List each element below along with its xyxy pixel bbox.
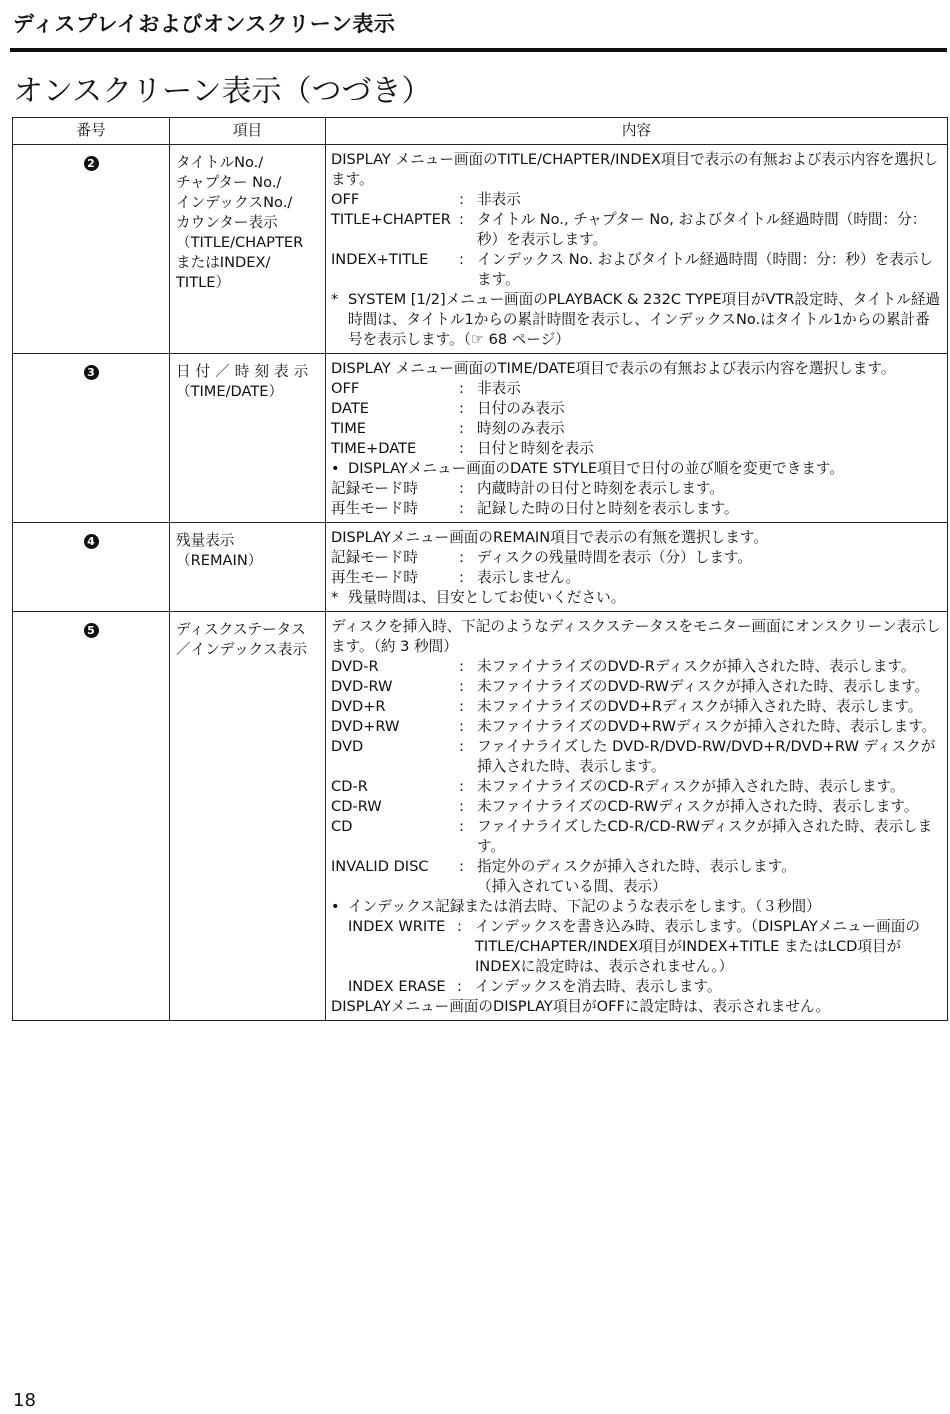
option-separator: : — [459, 798, 464, 815]
column-header-number: 番号 — [13, 118, 170, 145]
option-separator: : — [459, 420, 464, 437]
index-entry — [331, 917, 943, 977]
option-value: 日付と時刻を表示 — [477, 440, 594, 457]
disc-status-value: 未ファイナライズのCD-RWディスクが挿入された時、表示します。 — [477, 798, 919, 815]
option-entry — [331, 399, 943, 419]
table-row — [13, 612, 948, 1021]
note — [331, 290, 943, 350]
item-line: ディスクステータス — [176, 621, 306, 638]
option-entry — [331, 190, 943, 210]
option-value: インデックス No. およびタイトル経過時間（時間：分：秒）を表示します。 — [477, 251, 933, 288]
row-number-cell — [13, 354, 170, 523]
option-entry — [331, 479, 943, 499]
disc-status-entry — [331, 737, 943, 777]
bullet-note — [331, 459, 943, 479]
item-line: カウンター表示 — [176, 214, 278, 231]
disc-status-key: DVD+R — [331, 698, 386, 715]
option-separator: : — [459, 440, 464, 457]
option-separator: : — [457, 918, 462, 935]
option-separator: : — [459, 191, 464, 208]
item-line: （TIME/DATE） — [176, 383, 284, 400]
option-entry — [331, 548, 943, 568]
disc-status-entry — [331, 777, 943, 797]
option-value: 非表示 — [477, 191, 521, 208]
bullet-text: DISPLAYメニュー画面のDATE STYLE項目で日付の並び順を変更できます。 — [348, 460, 844, 477]
option-key: 再生モード時 — [331, 500, 418, 517]
column-header-item: 項目 — [170, 118, 326, 145]
item-line: チャプター No./ — [176, 174, 282, 191]
note-text: 残量時間は、目安としてお使いください。 — [348, 589, 626, 606]
disc-status-value: 指定外のディスクが挿入された時、表示します。 （挿入されている間、表示） — [477, 858, 796, 895]
disc-status-value: 未ファイナライズのDVD+RWディスクが挿入された時、表示します。 — [477, 718, 937, 735]
option-key: DATE — [331, 400, 369, 417]
option-value: 時刻のみ表示 — [477, 420, 565, 437]
option-key: OFF — [331, 380, 360, 397]
disc-status-entry — [331, 677, 943, 697]
option-entry — [331, 499, 943, 519]
content-intro: DISPLAYメニュー画面のREMAIN項目で表示の有無を選択します。 — [331, 529, 768, 546]
option-separator: : — [459, 549, 464, 566]
option-value: 表示しません。 — [477, 569, 581, 586]
option-value: ディスクの残量時間を表示（分）します。 — [477, 549, 752, 566]
bullet-text: インデックス記録または消去時、下記のような表示をします。（３秒間） — [348, 898, 821, 915]
option-key: 再生モード時 — [331, 569, 418, 586]
note-mark: * — [331, 291, 339, 308]
disc-status-value: 未ファイナライズのDVD-RWディスクが挿入された時、表示します。 — [477, 678, 930, 695]
index-entry — [331, 977, 943, 997]
option-separator: : — [459, 480, 464, 497]
item-line: またはINDEX/ — [176, 254, 271, 271]
option-key: 記録モード時 — [331, 549, 418, 566]
option-value: 日付のみ表示 — [477, 400, 565, 417]
disc-status-value: 未ファイナライズのDVD-Rディスクが挿入された時、表示します。 — [477, 658, 916, 675]
disc-status-entry — [331, 857, 943, 897]
option-key: TIME+DATE — [331, 440, 417, 457]
page-title: オンスクリーン表示（つづき） — [13, 74, 432, 109]
bullet-mark: • — [331, 898, 340, 915]
page-number: 18 — [13, 1390, 36, 1411]
disc-status-key: DVD-RW — [331, 678, 393, 695]
row-number-cell — [13, 612, 170, 1021]
option-separator: : — [459, 678, 464, 695]
index-key: INDEX ERASE — [348, 978, 446, 995]
item-line: （REMAIN） — [176, 552, 263, 569]
content-intro: DISPLAY メニュー画面のTIME/DATE項目で表示の有無および表示内容を選択します。 — [331, 360, 896, 377]
item-cell — [170, 354, 326, 523]
option-key: 記録モード時 — [331, 480, 418, 497]
disc-status-value: 未ファイナライズのDVD+Rディスクが挿入された時、表示します。 — [477, 698, 923, 715]
disc-status-entry — [331, 697, 943, 717]
item-line: 残量表示 — [176, 532, 235, 549]
column-header-content: 内容 — [326, 118, 948, 145]
item-line: インデックスNo./ — [176, 194, 293, 211]
disc-status-entry — [331, 717, 943, 737]
option-separator: : — [459, 818, 464, 835]
option-key: TIME — [331, 420, 367, 437]
item-line: （TITLE/CHAPTER — [176, 234, 304, 251]
option-separator: : — [459, 251, 464, 268]
item-line: 日付／時刻表示 — [176, 363, 314, 380]
note — [331, 588, 943, 608]
item-line: ／インデックス表示 — [176, 641, 307, 658]
content-cell — [326, 523, 948, 612]
option-entry — [331, 419, 943, 439]
option-separator: : — [459, 380, 464, 397]
item-cell — [170, 523, 326, 612]
disc-status-key: CD-RW — [331, 798, 382, 815]
option-separator: : — [459, 718, 464, 735]
index-key: INDEX WRITE — [348, 918, 446, 935]
item-cell — [170, 612, 326, 1021]
option-separator: : — [459, 778, 464, 795]
content-cell — [326, 612, 948, 1021]
option-separator: : — [459, 569, 464, 586]
option-separator: : — [459, 858, 464, 875]
disc-status-key: CD — [331, 818, 353, 835]
option-value: タイトル No., チャプター No, およびタイトル経過時間（時間：分：秒）を表示します。 — [477, 211, 927, 248]
option-key: INDEX+TITLE — [331, 251, 429, 268]
content-cell — [326, 354, 948, 523]
option-entry — [331, 439, 943, 459]
row-number-cell — [13, 145, 170, 354]
table-row — [13, 145, 948, 354]
disc-status-entry — [331, 657, 943, 677]
disc-status-key: DVD — [331, 738, 364, 755]
content-cell — [326, 145, 948, 354]
item-cell — [170, 145, 326, 354]
option-value: 内蔵時計の日付と時刻を表示します。 — [477, 480, 724, 497]
item-line: TITLE） — [176, 274, 231, 291]
option-separator: : — [457, 978, 462, 995]
bullet-mark: • — [331, 460, 340, 477]
item-line: タイトルNo./ — [176, 154, 264, 171]
content-footer: DISPLAYメニュー画面のDISPLAY項目がOFFに設定時は、表示されません。 — [331, 998, 831, 1015]
disc-status-value: ファイナライズしたCD-R/CD-RWディスクが挿入された時、表示します。 — [477, 818, 933, 855]
option-separator: : — [459, 211, 464, 228]
row-number-badge: 2 — [84, 156, 99, 171]
option-separator: : — [459, 400, 464, 417]
content-intro: ディスクを挿入時、下記のようなディスクステータスをモニター画面にオンスクリーン表示します。（約 3 秒間） — [331, 618, 941, 655]
option-entry — [331, 379, 943, 399]
disc-status-key: CD-R — [331, 778, 368, 795]
option-entry — [331, 568, 943, 588]
row-number-badge: 5 — [84, 623, 99, 638]
option-separator: : — [459, 738, 464, 755]
disc-status-value: 未ファイナライズのCD-Rディスクが挿入された時、表示します。 — [477, 778, 905, 795]
note-mark: * — [331, 589, 339, 606]
row-number-cell — [13, 523, 170, 612]
spec-table — [12, 117, 948, 1021]
disc-status-key: INVALID DISC — [331, 858, 429, 875]
table-header-row — [13, 118, 948, 145]
option-separator: : — [459, 698, 464, 715]
row-number-badge: 3 — [84, 365, 99, 380]
option-entry — [331, 210, 943, 250]
index-value: インデックスを書き込み時、表示します。（DISPLAYメニュー画面のTITLE/CHAPTER/INDEX項目がINDEX+TITLE またはLCD項目がINDEXに設定時は、表示されません。） — [475, 918, 920, 975]
option-separator: : — [459, 658, 464, 675]
disc-status-entry — [331, 797, 943, 817]
header-rule — [10, 48, 947, 52]
option-key: TITLE+CHAPTER — [331, 211, 451, 228]
option-key: OFF — [331, 191, 360, 208]
bullet-note — [331, 897, 943, 917]
disc-status-key: DVD+RW — [331, 718, 400, 735]
option-value: 記録した時の日付と時刻を表示します。 — [477, 500, 739, 517]
index-value: インデックスを消去時、表示します。 — [475, 978, 722, 995]
note-text: SYSTEM [1/2]メニュー画面のPLAYBACK & 232C TYPE項目がVTR設定時、タイトル経過時間は、タイトル1からの累計時間を表示し、インデックスNo.はタイトル1からの累計番号を表示します。（☞ 68 ページ） — [348, 291, 941, 348]
content-intro: DISPLAY メニュー画面のTITLE/CHAPTER/INDEX項目で表示の有無および表示内容を選択します。 — [331, 151, 939, 188]
option-separator: : — [459, 500, 464, 517]
table-row — [13, 523, 948, 612]
disc-status-key: DVD-R — [331, 658, 379, 675]
disc-status-value: ファイナライズした DVD-R/DVD-RW/DVD+R/DVD+RW ディスクが挿入された時、表示します。 — [477, 738, 936, 775]
option-value: 非表示 — [477, 380, 521, 397]
section-title: ディスプレイおよびオンスクリーン表示 — [13, 12, 396, 36]
row-number-badge: 4 — [84, 534, 99, 549]
table-row — [13, 354, 948, 523]
option-entry — [331, 250, 943, 290]
disc-status-entry — [331, 817, 943, 857]
